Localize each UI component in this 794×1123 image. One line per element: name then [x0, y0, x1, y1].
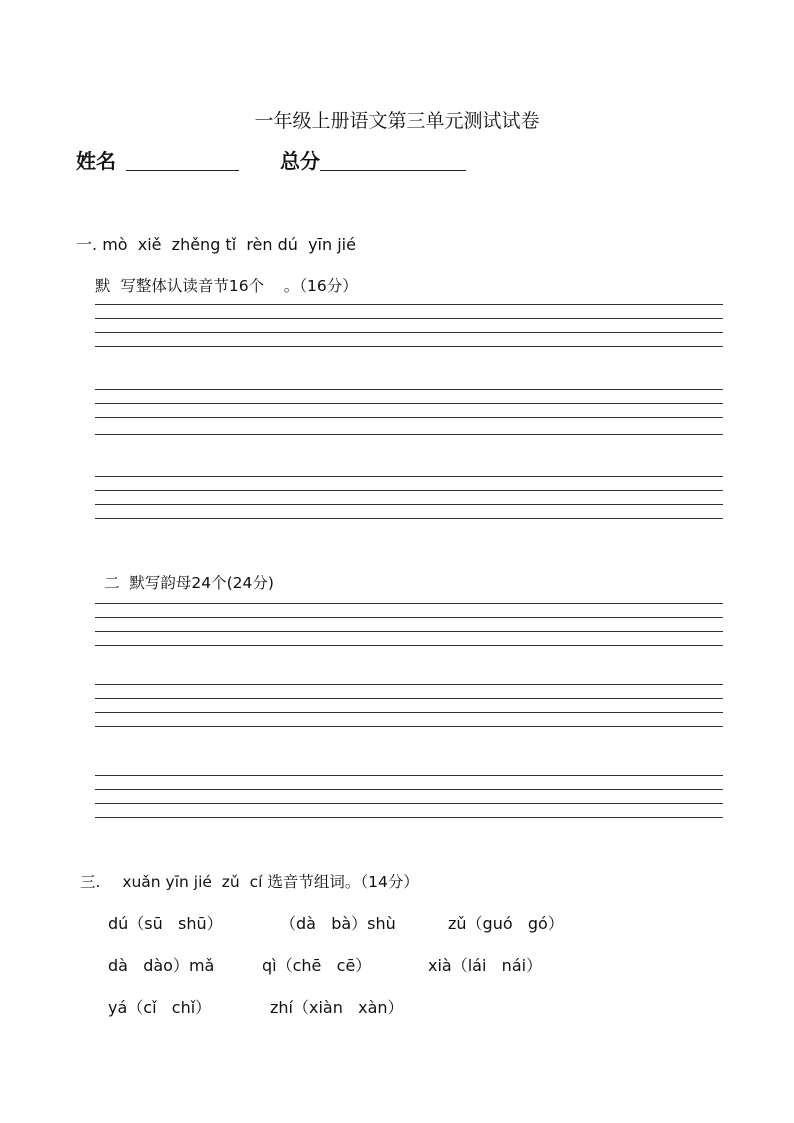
word-choice-item: dà dào）mǎ	[108, 956, 215, 975]
section3-text: 选音节组词。（14分）	[267, 873, 419, 891]
word-choice-item: （dà bà）shù	[280, 914, 396, 933]
word-choice-item: yá（cǐ chǐ）	[108, 998, 212, 1017]
word-choice-item: zhí（xiàn xàn）	[270, 998, 404, 1017]
score-blank[interactable]	[320, 150, 466, 171]
name-label: 姓名	[76, 149, 116, 173]
section1-number: 一.	[76, 235, 98, 254]
score-label: 总分	[280, 149, 320, 173]
section3-number: 三.	[80, 873, 101, 891]
page-title: 一年级上册语文第三单元测试试卷	[254, 110, 540, 132]
section3-heading	[80, 870, 419, 892]
section3-pinyin: xuǎn yīn jié zǔ cí	[122, 873, 263, 891]
word-choice-item: zǔ（guó gó）	[448, 914, 564, 933]
word-choice-item: xià（lái nái）	[428, 956, 543, 975]
section1-heading	[76, 232, 356, 255]
word-choice-item: qì（chē cē）	[262, 956, 372, 975]
word-choice-item: dú（sū shū）	[108, 914, 223, 933]
section1-pinyin: mò xiě zhěng tǐ rèn dú yīn jié	[102, 235, 356, 254]
section1-instruction: 默 写整体认读音节16个 。（16分）	[95, 277, 358, 295]
name-blank[interactable]	[126, 150, 239, 171]
section2-heading: 二 默写韵母24个(24分)	[104, 574, 274, 592]
